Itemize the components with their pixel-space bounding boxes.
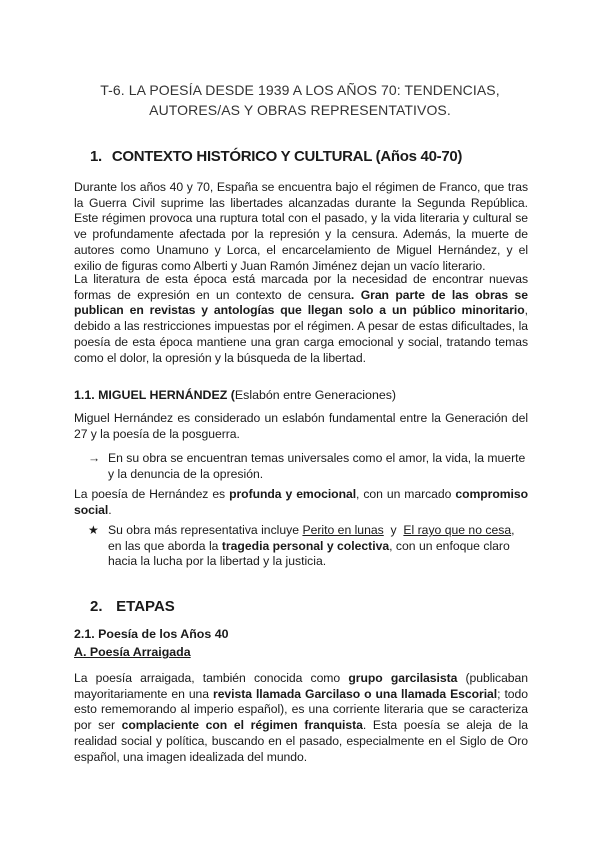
s2-bold-1: grupo garcilasista [348, 671, 458, 685]
section-1-title: CONTEXTO HISTÓRICO Y CULTURAL (Años 40-70) [111, 148, 463, 165]
section-1-number: 1. [90, 148, 102, 165]
arrow-icon: → [88, 451, 101, 465]
section-2-paragraph [74, 671, 528, 765]
s2-text-e: . Esta poesía se aleja de la realidad social y política, buscando en el pasado, especialmente en el Siglo de Oro español, una imagen idealizada del mundo. [74, 718, 528, 764]
s2-text-c: (publicaban mayoritariamente en una [74, 671, 528, 701]
work-title-el-rayo-que-no-cesa: El rayo que no cesa [403, 523, 512, 537]
document-title [60, 80, 540, 120]
section-1-1-heading-bold: 1.1. MIGUEL HERNÁNDEZ ( [74, 388, 235, 402]
section-2-title: ETAPAS [116, 598, 175, 615]
paragraph-2-text-a: La literatura de esta época está marcada por la necesidad de encontrar nuevas formas de expresión en un contexto de censura [74, 272, 528, 302]
title-line-2: AUTORES/AS Y OBRAS REPRESENTATIVOS. [149, 102, 451, 118]
paragraph-2-text-b: , debido a las restricciones impuestas por el régimen. A pesar de estas dificultades, la poesía de esta época mantiene una gran carga emocional y social, tratando temas como el dolor, la opresión y la búsqueda de la libertad. [74, 303, 528, 365]
title-line-1: T-6. LA POESÍA DESDE 1939 A LOS AÑOS 70: TENDENCIAS, [100, 82, 500, 98]
paragraph-2-bold: . Gran parte de las obras se publican en revistas y antologías que llegan solo a un público minoritario [74, 287, 528, 318]
p2-text-d: . [108, 502, 112, 517]
s2-text-d: ; todo esto rememorando al imperio español), es una corriente literaria que se caracteriza por ser [74, 686, 528, 733]
work-title-perito-en-lunas: Perito en lunas [302, 523, 384, 537]
star-text-b: y [383, 523, 404, 537]
star-text-a: Su obra más representativa incluye [108, 523, 303, 537]
section-2-number: 2. [90, 598, 103, 615]
star-bullet-item [88, 523, 528, 570]
p2-text-a: La poesía de Hernández es [74, 487, 230, 501]
section-1-1-paragraph-2 [74, 487, 528, 518]
section-1-paragraph-2 [74, 272, 528, 366]
arrow-bullet-text: En su obra se encuentran temas universales como el amor, la vida, la muerte y la denuncia de la opresión. [108, 451, 526, 481]
section-1-1-heading-rest: Eslabón entre Generaciones) [234, 388, 397, 402]
section-1-heading [90, 148, 462, 165]
section-2-1-heading: 2.1. Poesía de los Años 40 [74, 627, 229, 641]
star-text-d: , con un enfoque claro hacia la lucha por la libertad y la justicia. [108, 538, 510, 569]
p2-text-c: , con un marcado [356, 487, 456, 501]
p2-bold-2: compromiso social [74, 487, 528, 517]
section-2-heading [90, 598, 175, 615]
star-bullet-text [108, 523, 528, 570]
p2-bold-1: profunda y emocional [229, 487, 357, 501]
s2-bold-3: complaciente con el régimen franquista [121, 718, 363, 733]
s2-text-a: La poesía arraigada, también conocida como [74, 671, 349, 685]
star-text-bold: tragedia personal y colectiva [221, 538, 390, 553]
arrow-bullet-item [88, 451, 528, 482]
star-icon: ★ [88, 523, 99, 537]
section-1-1-paragraph: Miguel Hernández es considerado un eslabón fundamental entre la Generación del 27 y la poesía de la posguerra. [74, 411, 528, 441]
s2-bold-2: revista llamada Garcilaso o una llamada Escorial [213, 686, 498, 701]
section-1-paragraph-1: Durante los años 40 y 70, España se encuentra bajo el régimen de Franco, que tras la Guerra Civil suprime las libertades alcanzadas durante la Segunda República. Este régimen provoca una ruptura total con el pasado, y la vida literaria y cultural se ve profundamente afectada por la represión y la censura. Además, la muerte de autores como Unamuno y Lorca, el encarcelamiento de Miguel Hernández, y el exilio de figuras como Alberti y Juan Ramón Jiménez dejan un vacío literario. [74, 180, 528, 273]
section-1-1-heading [74, 388, 396, 402]
subsection-a-heading: A. Poesía Arraigada [74, 645, 191, 659]
star-text-c: , en las que aborda la [108, 523, 515, 553]
